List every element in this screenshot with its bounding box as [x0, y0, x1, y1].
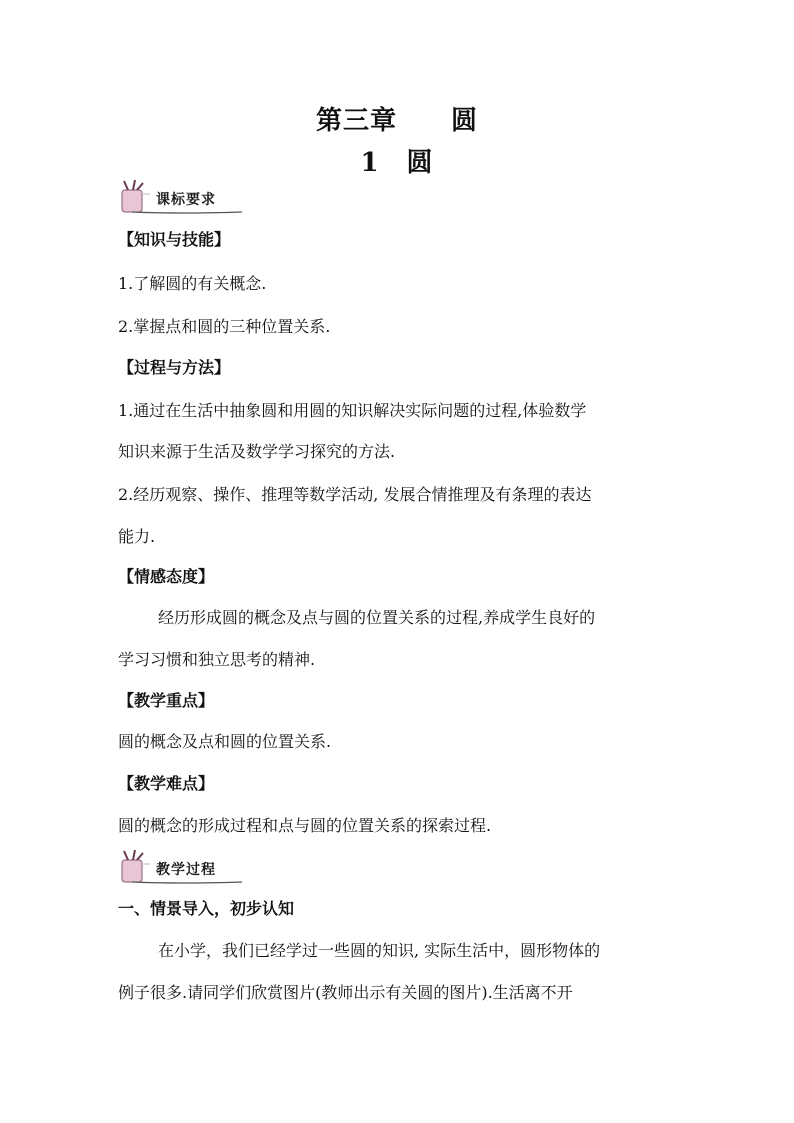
key-heading: 【教学重点】: [118, 691, 215, 710]
chapter-title: 第三章 圆: [315, 106, 478, 136]
process-line: 知识来源于生活及数学学习探究的方法.: [118, 442, 396, 461]
step1-line: 例子很多.请同学们欣赏图片(教师出示有关圆的图片).生活离不开: [118, 983, 573, 1002]
step1-heading: 一、情景导入，初步认知: [118, 899, 295, 918]
process-line: 2.经历观察、操作、推理等数学活动, 发展合情推理及有条理的表达: [118, 485, 592, 504]
key-text: 圆的概念及点和圆的位置关系.: [118, 732, 332, 751]
step1-line: 在小学，我们已经学过一些圆的知识, 实际生活中，圆形物体的: [158, 941, 601, 960]
process-heading: 【过程与方法】: [118, 358, 231, 377]
section-title: 1 圆: [360, 148, 434, 178]
knowledge-heading: 【知识与技能】: [118, 230, 231, 249]
badge-process: [118, 850, 244, 886]
attitude-heading: 【情感态度】: [118, 567, 215, 586]
process-line: 能力.: [118, 527, 156, 546]
difficult-text: 圆的概念的形成过程和点与圆的位置关系的探索过程.: [118, 816, 492, 835]
badge-standards-label: 课标要求: [156, 192, 216, 208]
difficult-heading: 【教学难点】: [118, 774, 215, 793]
process-line: 1.通过在生活中抽象圆和用圆的知识解决实际问题的过程,体验数学: [118, 401, 587, 420]
knowledge-item: 2.掌握点和圆的三种位置关系.: [118, 317, 331, 336]
knowledge-item: 1.了解圆的有关概念.: [118, 274, 267, 293]
attitude-line: 经历形成圆的概念及点与圆的位置关系的过程,养成学生良好的: [158, 608, 596, 627]
attitude-line: 学习习惯和独立思考的精神.: [118, 650, 316, 669]
badge-standards: [118, 180, 244, 216]
badge-process-label: 教学过程: [156, 862, 216, 878]
